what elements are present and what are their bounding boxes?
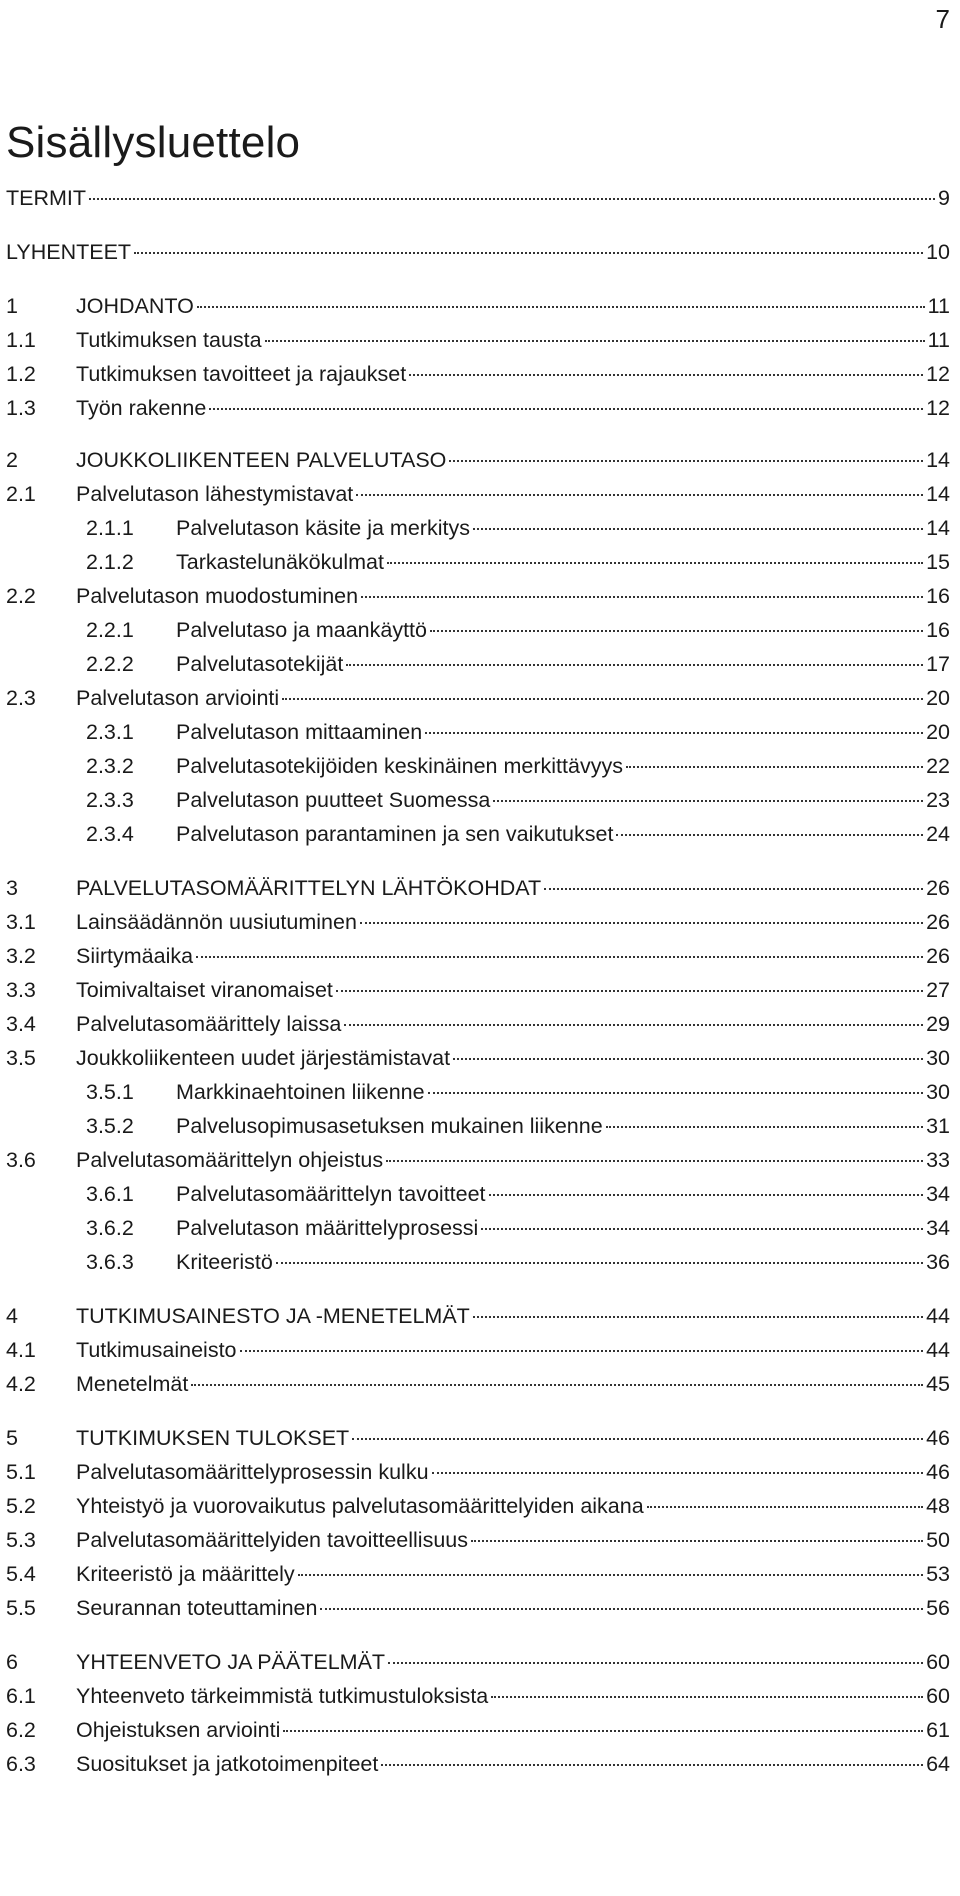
toc-entry-page-number: 27 xyxy=(926,978,950,1002)
dot-leader xyxy=(282,698,923,700)
toc-entry-number: 2.3 xyxy=(6,686,36,710)
dot-leader xyxy=(491,1696,923,1698)
toc-entry[interactable] xyxy=(6,1304,950,1336)
toc-entry[interactable] xyxy=(6,362,950,394)
toc-entry[interactable] xyxy=(86,822,950,854)
toc-entry-title: Ohjeistuksen arviointi xyxy=(76,1718,281,1742)
dot-leader xyxy=(356,494,923,496)
toc-entry-page-number: 14 xyxy=(926,516,950,540)
toc-entry-title: Seurannan toteuttaminen xyxy=(76,1596,318,1620)
toc-entry-page-number: 20 xyxy=(926,686,950,710)
dot-leader xyxy=(197,306,925,308)
toc-entry[interactable] xyxy=(6,978,950,1010)
toc-entry-page-number: 44 xyxy=(926,1304,950,1328)
dot-leader xyxy=(616,834,923,836)
toc-entry-title: Lainsäädännön uusiutuminen xyxy=(76,910,357,934)
toc-entry[interactable] xyxy=(86,652,950,684)
toc-entry[interactable] xyxy=(6,876,950,908)
toc-entry-number: 5.1 xyxy=(6,1460,36,1484)
toc-entry-page-number: 16 xyxy=(926,584,950,608)
toc-entry-page-number: 24 xyxy=(926,822,950,846)
toc-entry-title: Yhteenveto tärkeimmistä tutkimustuloksista xyxy=(76,1684,489,1708)
dot-leader xyxy=(344,1024,923,1026)
toc-entry[interactable] xyxy=(6,1338,950,1370)
toc-entry[interactable] xyxy=(6,1718,950,1750)
dot-leader xyxy=(283,1730,923,1732)
toc-entry-title: Palvelutasomäärittelyiden tavoitteellisuus xyxy=(76,1528,468,1552)
dot-leader xyxy=(432,1472,924,1474)
toc-entry-number: 2.1.1 xyxy=(86,516,134,540)
toc-entry-title: Markkinaehtoinen liikenne xyxy=(176,1080,425,1104)
toc-entry-number: 2.1.2 xyxy=(86,550,134,574)
toc-entry[interactable] xyxy=(6,1494,950,1526)
toc-entry-title: Palvelutason lähestymistavat xyxy=(76,482,354,506)
toc-entry[interactable] xyxy=(6,1148,950,1180)
toc-entry-title: Kriteeristö xyxy=(176,1250,273,1274)
toc-entry[interactable] xyxy=(6,910,950,942)
toc-entry-page-number: 23 xyxy=(926,788,950,812)
toc-entry-page-number: 61 xyxy=(926,1718,950,1742)
toc-entry-number: 3.6.1 xyxy=(86,1182,134,1206)
dot-leader xyxy=(209,408,923,410)
toc-entry-page-number: 14 xyxy=(926,448,950,472)
dot-leader xyxy=(647,1506,923,1508)
toc-entry-page-number: 53 xyxy=(926,1562,950,1586)
dot-leader xyxy=(360,922,923,924)
toc-entry-number: 5 xyxy=(6,1426,18,1450)
toc-entry[interactable] xyxy=(86,618,950,650)
toc-entry-page-number: 17 xyxy=(926,652,950,676)
toc-entry[interactable] xyxy=(6,240,950,272)
page-title: Sisällysluettelo xyxy=(6,118,301,167)
toc-entry[interactable] xyxy=(86,720,950,752)
toc-entry-title: Palvelutasomäärittelyn ohjeistus xyxy=(76,1148,384,1172)
dot-leader xyxy=(481,1228,923,1230)
toc-entry[interactable] xyxy=(86,1216,950,1248)
toc-entry-number: 3.6.2 xyxy=(86,1216,134,1240)
toc-entry[interactable] xyxy=(6,944,950,976)
toc-entry-number: 2.2.2 xyxy=(86,652,134,676)
toc-entry[interactable] xyxy=(6,1752,950,1784)
toc-entry-title: Palvelutason puutteet Suomessa xyxy=(176,788,491,812)
dot-leader xyxy=(449,460,923,462)
toc-entry-number: 3.1 xyxy=(6,910,36,934)
dot-leader xyxy=(453,1058,923,1060)
dot-leader xyxy=(471,1540,923,1542)
toc-entry[interactable] xyxy=(6,1684,950,1716)
toc-entry-title: Tutkimuksen tausta xyxy=(76,328,262,352)
dot-leader xyxy=(346,664,923,666)
toc-entry[interactable] xyxy=(6,1426,950,1458)
dot-leader xyxy=(298,1574,923,1576)
toc-entry-title: Palvelutason arviointi xyxy=(76,686,280,710)
toc-entry-number: 6.1 xyxy=(6,1684,36,1708)
toc-entry[interactable] xyxy=(6,186,950,218)
toc-entry-number: 2.2.1 xyxy=(86,618,134,642)
toc-entry-title: Palvelutasomäärittely laissa xyxy=(76,1012,342,1036)
dot-leader xyxy=(489,1194,924,1196)
toc-entry-page-number: 12 xyxy=(926,396,950,420)
toc-entry-number: 6 xyxy=(6,1650,18,1674)
dot-leader xyxy=(191,1384,923,1386)
toc-entry-title: Kriteeristö ja määrittely xyxy=(76,1562,295,1586)
toc-entry-title: Palvelutasomäärittelyprosessin kulku xyxy=(76,1460,429,1484)
toc-entry-page-number: 22 xyxy=(926,754,950,778)
dot-leader xyxy=(134,252,923,254)
toc-entry-number: 3.6.3 xyxy=(86,1250,134,1274)
toc-entry[interactable] xyxy=(86,1114,950,1146)
toc-entry-title: Palvelutasotekijöiden keskinäinen merkittävyys xyxy=(176,754,623,778)
toc-entry-page-number: 34 xyxy=(926,1182,950,1206)
toc-entry-title: Palvelutason muodostuminen xyxy=(76,584,359,608)
toc-entry[interactable] xyxy=(6,1562,950,1594)
toc-entry-page-number: 34 xyxy=(926,1216,950,1240)
dot-leader xyxy=(473,528,923,530)
dot-leader xyxy=(196,956,923,958)
toc-entry-title: Palvelutason määrittelyprosessi xyxy=(176,1216,479,1240)
toc-entry-title: Tutkimusaineisto xyxy=(76,1338,237,1362)
toc-entry-number: 5.4 xyxy=(6,1562,36,1586)
dot-leader xyxy=(387,562,923,564)
toc-entry-number: 3.2 xyxy=(6,944,36,968)
dot-leader xyxy=(320,1608,923,1610)
dot-leader xyxy=(89,198,935,200)
toc-entry[interactable] xyxy=(6,328,950,360)
toc-entry[interactable] xyxy=(86,1182,950,1214)
toc-entry-page-number: 9 xyxy=(938,186,950,210)
toc-entry-number: 1.2 xyxy=(6,362,36,386)
toc-entry-number: 2.3.4 xyxy=(86,822,134,846)
toc-entry-page-number: 33 xyxy=(926,1148,950,1172)
toc-entry-number: 2 xyxy=(6,448,18,472)
toc-entry-number: 6.2 xyxy=(6,1718,36,1742)
toc-entry[interactable] xyxy=(6,1460,950,1492)
toc-entry[interactable] xyxy=(6,294,950,326)
toc-entry[interactable] xyxy=(6,1596,950,1628)
toc-entry-number: 5.3 xyxy=(6,1528,36,1552)
toc-entry-title: Palvelutasotekijät xyxy=(176,652,344,676)
toc-entry[interactable] xyxy=(6,1046,950,1078)
toc-entry[interactable] xyxy=(6,482,950,514)
toc-entry-number: 3.5.2 xyxy=(86,1114,134,1138)
toc-entry-page-number: 45 xyxy=(926,1372,950,1396)
dot-leader xyxy=(265,340,925,342)
toc-entry-number: 3.4 xyxy=(6,1012,36,1036)
toc-entry[interactable] xyxy=(6,1372,950,1404)
toc-entry-number: 4 xyxy=(6,1304,18,1328)
toc-entry-number: 2.2 xyxy=(6,584,36,608)
toc-entry-page-number: 31 xyxy=(926,1114,950,1138)
dot-leader xyxy=(361,596,923,598)
toc-entry-number: 2.3.3 xyxy=(86,788,134,812)
toc-entry-page-number: 50 xyxy=(926,1528,950,1552)
toc-entry-page-number: 26 xyxy=(926,876,950,900)
toc-entry-title: JOHDANTO xyxy=(76,294,194,318)
toc-entry-page-number: 36 xyxy=(926,1250,950,1274)
toc-entry[interactable] xyxy=(6,584,950,616)
toc-entry-title: Palvelutason käsite ja merkitys xyxy=(176,516,470,540)
toc-entry[interactable] xyxy=(6,396,950,428)
toc-entry-page-number: 12 xyxy=(926,362,950,386)
toc-entry-number: 4.1 xyxy=(6,1338,36,1362)
toc-entry-page-number: 30 xyxy=(926,1046,950,1070)
toc-entry-number: 2.3.2 xyxy=(86,754,134,778)
toc-entry-page-number: 16 xyxy=(926,618,950,642)
dot-leader xyxy=(626,766,923,768)
dot-leader xyxy=(409,374,923,376)
toc-entry[interactable] xyxy=(6,1528,950,1560)
toc-entry-page-number: 20 xyxy=(926,720,950,744)
toc-entry-number: 3 xyxy=(6,876,18,900)
toc-entry-number: 2.3.1 xyxy=(86,720,134,744)
toc-entry-number: 1.3 xyxy=(6,396,36,420)
toc-entry-page-number: 14 xyxy=(926,482,950,506)
toc-entry-title: Suositukset ja jatkotoimenpiteet xyxy=(76,1752,379,1776)
dot-leader xyxy=(381,1764,923,1766)
toc-entry-page-number: 11 xyxy=(927,328,950,352)
toc-entry-title: Yhteistyö ja vuorovaikutus palvelutasomäärittelyiden aikana xyxy=(76,1494,644,1518)
toc-entry-title: Tarkastelunäkökulmat xyxy=(176,550,384,574)
toc-entry[interactable] xyxy=(6,448,950,480)
toc-entry-number: 1.1 xyxy=(6,328,36,352)
toc-entry[interactable] xyxy=(86,550,950,582)
dot-leader xyxy=(428,1092,923,1094)
toc-entry-page-number: 56 xyxy=(926,1596,950,1620)
toc-entry-number: 1 xyxy=(6,294,18,318)
toc-entry-page-number: 60 xyxy=(926,1684,950,1708)
toc-entry-number: 5.2 xyxy=(6,1494,36,1518)
toc-entry-title: LYHENTEET xyxy=(6,240,132,264)
toc-entry[interactable] xyxy=(6,1650,950,1682)
dot-leader xyxy=(386,1160,923,1162)
toc-entry-page-number: 46 xyxy=(926,1426,950,1450)
toc-entry-title: Palvelutaso ja maankäyttö xyxy=(176,618,427,642)
dot-leader xyxy=(493,800,923,802)
toc-entry-number: 3.3 xyxy=(6,978,36,1002)
toc-entry-title: Menetelmät xyxy=(76,1372,189,1396)
toc-entry-title: Palvelutason parantaminen ja sen vaikutukset xyxy=(176,822,614,846)
toc-entry-title: Joukkoliikenteen uudet järjestämistavat xyxy=(76,1046,451,1070)
toc-entry-title: TUTKIMUKSEN TULOKSET xyxy=(76,1426,350,1450)
dot-leader xyxy=(276,1262,923,1264)
toc-entry-page-number: 60 xyxy=(926,1650,950,1674)
dot-leader xyxy=(544,888,923,890)
toc-entry-page-number: 30 xyxy=(926,1080,950,1104)
toc-entry-title: JOUKKOLIIKENTEEN PALVELUTASO xyxy=(76,448,447,472)
toc-entry-title: YHTEENVETO JA PÄÄTELMÄT xyxy=(76,1650,386,1674)
dot-leader xyxy=(388,1662,923,1664)
toc-entry-title: Palvelutasomäärittelyn tavoitteet xyxy=(176,1182,486,1206)
toc-entry-page-number: 48 xyxy=(926,1494,950,1518)
toc-entry[interactable] xyxy=(86,754,950,786)
dot-leader xyxy=(425,732,923,734)
toc-entry-title: TUTKIMUSAINESTO JA -MENETELMÄT xyxy=(76,1304,470,1328)
toc-entry-page-number: 26 xyxy=(926,910,950,934)
toc-entry-number: 6.3 xyxy=(6,1752,36,1776)
toc-entry-title: Palvelutason mittaaminen xyxy=(176,720,423,744)
dot-leader xyxy=(473,1316,923,1318)
toc-entry[interactable] xyxy=(86,788,950,820)
toc-entry-number: 2.1 xyxy=(6,482,36,506)
toc-entry-number: 3.5 xyxy=(6,1046,36,1070)
toc-entry[interactable] xyxy=(86,516,950,548)
toc-entry-page-number: 46 xyxy=(926,1460,950,1484)
toc-entry-number: 5.5 xyxy=(6,1596,36,1620)
toc-entry-title: Tutkimuksen tavoitteet ja rajaukset xyxy=(76,362,407,386)
toc-entry-title: Palvelusopimusasetuksen mukainen liikenne xyxy=(176,1114,603,1138)
toc-entry-page-number: 26 xyxy=(926,944,950,968)
toc-entry[interactable] xyxy=(86,1250,950,1282)
dot-leader xyxy=(606,1126,923,1128)
toc-entry[interactable] xyxy=(86,1080,950,1112)
toc-entry-number: 3.5.1 xyxy=(86,1080,134,1104)
toc-entry-page-number: 64 xyxy=(926,1752,950,1776)
toc-entry-title: PALVELUTASOMÄÄRITTELYN LÄHTÖKOHDAT xyxy=(76,876,542,900)
dot-leader xyxy=(352,1438,923,1440)
page-number: 7 xyxy=(935,4,950,34)
toc-entry[interactable] xyxy=(6,1012,950,1044)
toc-entry-title: Siirtymäaika xyxy=(76,944,194,968)
toc-entry-page-number: 11 xyxy=(927,294,950,318)
dot-leader xyxy=(430,630,923,632)
toc-entry[interactable] xyxy=(6,686,950,718)
toc-entry-page-number: 44 xyxy=(926,1338,950,1362)
toc-entry-number: 4.2 xyxy=(6,1372,36,1396)
toc-entry-title: TERMIT xyxy=(6,186,87,210)
toc-entry-title: Toimivaltaiset viranomaiset xyxy=(76,978,333,1002)
toc-entry-number: 3.6 xyxy=(6,1148,36,1172)
toc-entry-page-number: 10 xyxy=(926,240,950,264)
toc-entry-page-number: 29 xyxy=(926,1012,950,1036)
toc-entry-page-number: 15 xyxy=(926,550,950,574)
toc-entry-title: Työn rakenne xyxy=(76,396,207,420)
dot-leader xyxy=(240,1350,924,1352)
dot-leader xyxy=(336,990,923,992)
